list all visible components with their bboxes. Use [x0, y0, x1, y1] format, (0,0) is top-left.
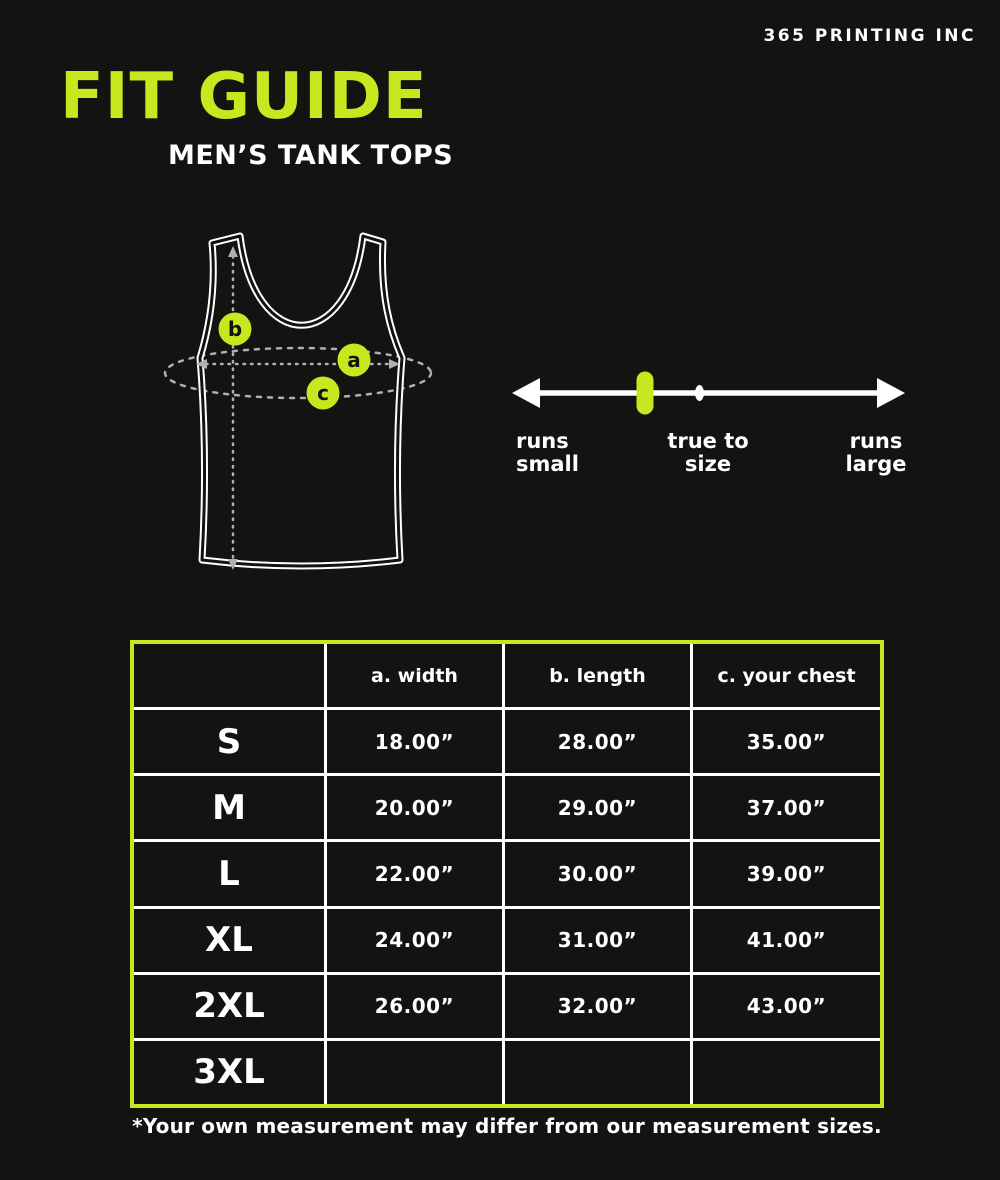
marker-a [338, 344, 371, 377]
svg-text:c: c [317, 381, 329, 405]
size-label: 3XL [134, 1041, 324, 1104]
runs-large-label: runs large [845, 429, 907, 476]
tank-top-outline [200, 236, 402, 566]
table-cell: 32.00” [505, 975, 690, 1038]
size-label: S [134, 710, 324, 773]
table-cell: 35.00” [693, 710, 880, 773]
tank-top-diagram [150, 210, 470, 610]
table-cell: 30.00” [505, 842, 690, 905]
table-cell: 41.00” [693, 909, 880, 972]
svg-text:b: b [227, 317, 243, 341]
marker-b [219, 313, 252, 346]
page-title: FIT GUIDE [60, 60, 428, 134]
runs-small-label: runs small [516, 429, 579, 476]
page-subtitle: MEN’S TANK TOPS [168, 140, 454, 171]
table-cell: 43.00” [693, 975, 880, 1038]
table-cell: 26.00” [327, 975, 502, 1038]
fit-scale [500, 360, 930, 430]
size-label: 2XL [134, 975, 324, 1038]
table-cell [505, 1041, 690, 1104]
marker-c [307, 377, 340, 410]
table-cell: 18.00” [327, 710, 502, 773]
size-label: L [134, 842, 324, 905]
table-cell: 31.00” [505, 909, 690, 972]
size-table [130, 640, 884, 1108]
col-header-chest: c. your chest [693, 644, 880, 707]
fit-scale-labels [500, 430, 930, 486]
table-cell: 20.00” [327, 776, 502, 839]
fit-scale-arrow [512, 378, 905, 408]
col-header-blank [134, 644, 324, 707]
length-measure-line [228, 246, 238, 570]
table-cell: 22.00” [327, 842, 502, 905]
svg-text:a: a [347, 348, 361, 372]
size-label: M [134, 776, 324, 839]
brand-text: 365 PRINTING INC [763, 26, 976, 46]
table-cell: 24.00” [327, 909, 502, 972]
col-header-length: b. length [505, 644, 690, 707]
table-cell: 28.00” [505, 710, 690, 773]
table-cell: 39.00” [693, 842, 880, 905]
true-to-size-label: true to size [667, 429, 749, 476]
table-cell [327, 1041, 502, 1104]
true-to-size-tick [695, 385, 704, 401]
fit-scale-marker [637, 372, 654, 415]
measurement-disclaimer: *Your own measurement may differ from our measurement sizes. [132, 1114, 882, 1138]
table-cell: 29.00” [505, 776, 690, 839]
size-label: XL [134, 909, 324, 972]
table-cell [693, 1041, 880, 1104]
table-cell: 37.00” [693, 776, 880, 839]
col-header-width: a. width [327, 644, 502, 707]
